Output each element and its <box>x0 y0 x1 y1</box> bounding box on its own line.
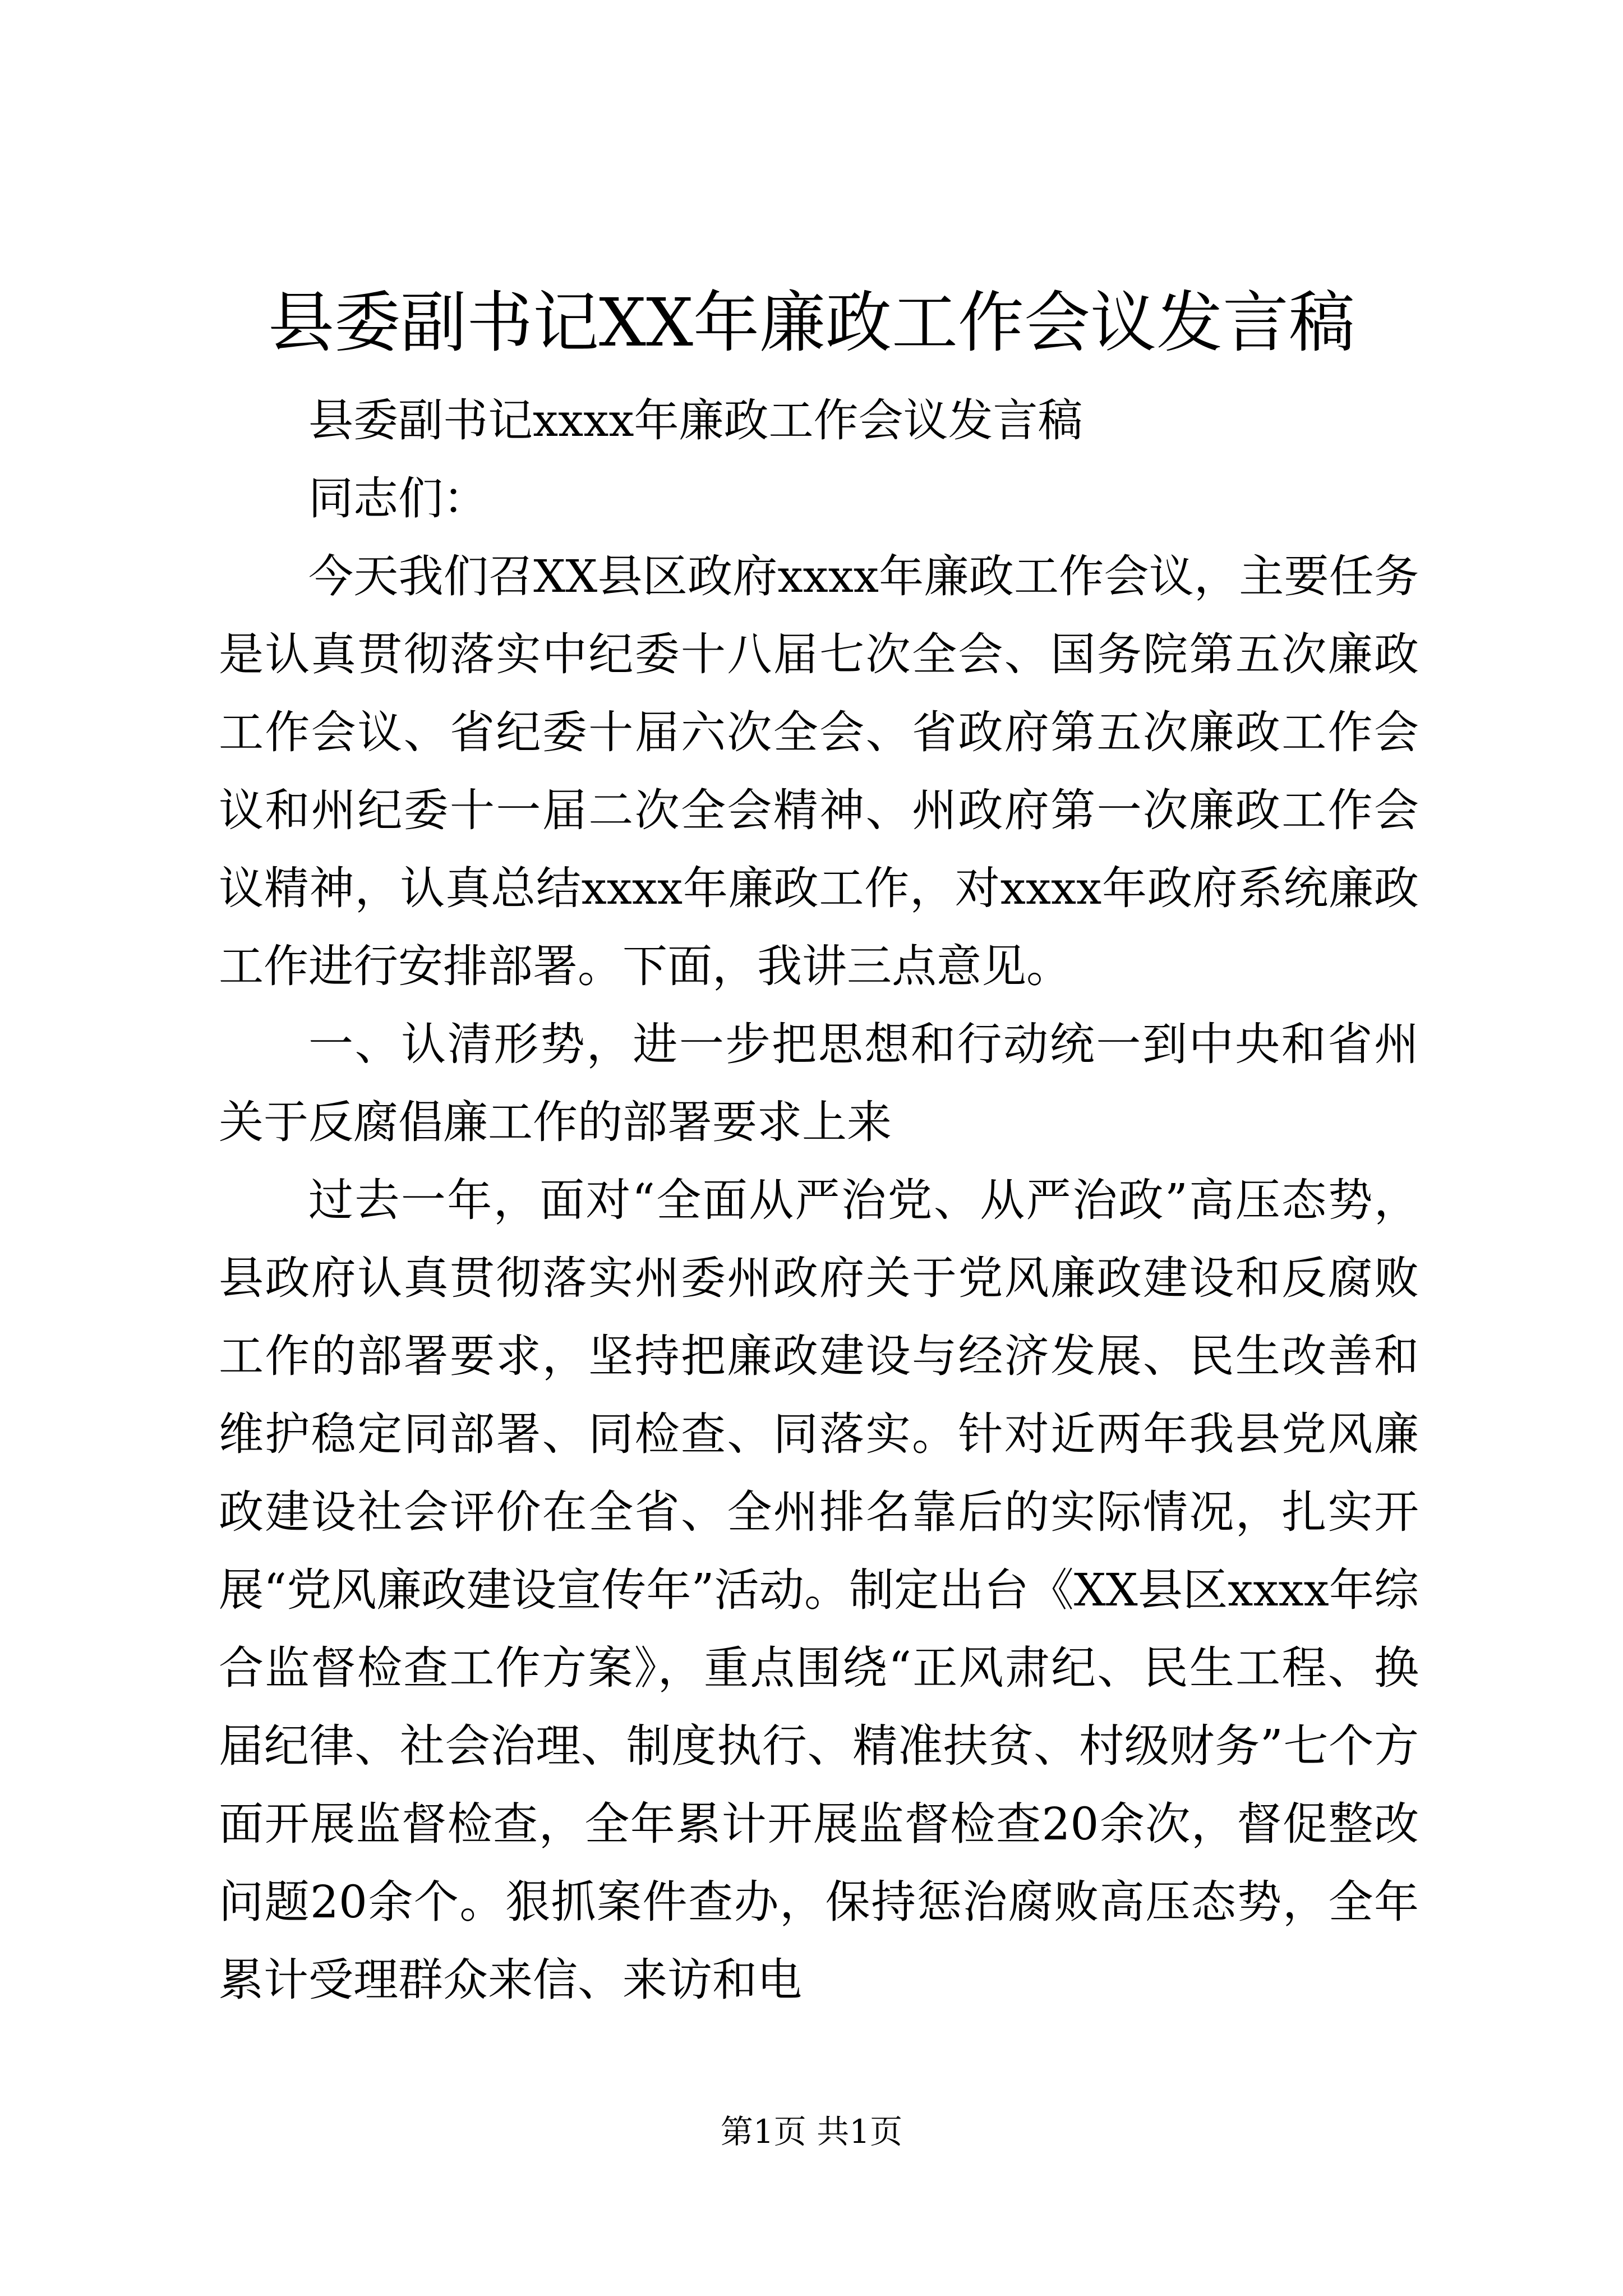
body-paragraph: 县委副书记xxxx年廉政工作会议发言稿 <box>308 394 1083 447</box>
document-body <box>219 381 1419 2019</box>
body-paragraph: 今天我们召XX县区政府xxxx年廉政工作会议，主要任务是认真贯彻落实中纪委十八届七次全会、国务院第五次廉政工作会议、省纪委十届六次全会、省政府第五次廉政工作会议和州纪委十一届二次全会精神、州政府第一次廉政工作会议精神，认真总结xxxx年廉政工作，对xxxx年政府系统廉政工作进行安排部署。下面，我讲三点意见。 <box>219 550 1419 992</box>
body-paragraph: 过去一年，面对“全面从严治党、从严治政”高压态势，县政府认真贯彻落实州委州政府关于党风廉政建设和反腐败工作的部署要求，坚持把廉政建设与经济发展、民生改善和维护稳定同部署、同检查、同落实。针对近两年我县党风廉政建设社会评价在全省、全州排名靠后的实际情况，扎实开展“党风廉政建设宣传年”活动。制定出台《XX县区xxxx年综合监督检查工作方案》，重点围绕“正风肃纪、民生工程、换届纪律、社会治理、制度执行、精准扶贫、村级财务”七个方面开展监督检查，全年累计开展监督检查20余次，督促整改问题20余个。狠抓案件查办，保持惩治腐败高压态势，全年累计受理群众来信、来访和电 <box>219 1174 1419 2006</box>
body-paragraph: 同志们： <box>308 472 488 524</box>
document-title: 县委副书记XX年廉政工作会议发言稿 <box>268 284 1355 361</box>
page-number: 第1页 共1页 <box>720 2113 903 2151</box>
body-paragraph: 一、认清形势，进一步把思想和行动统一到中央和省州关于反腐倡廉工作的部署要求上来 <box>219 1018 1419 1148</box>
